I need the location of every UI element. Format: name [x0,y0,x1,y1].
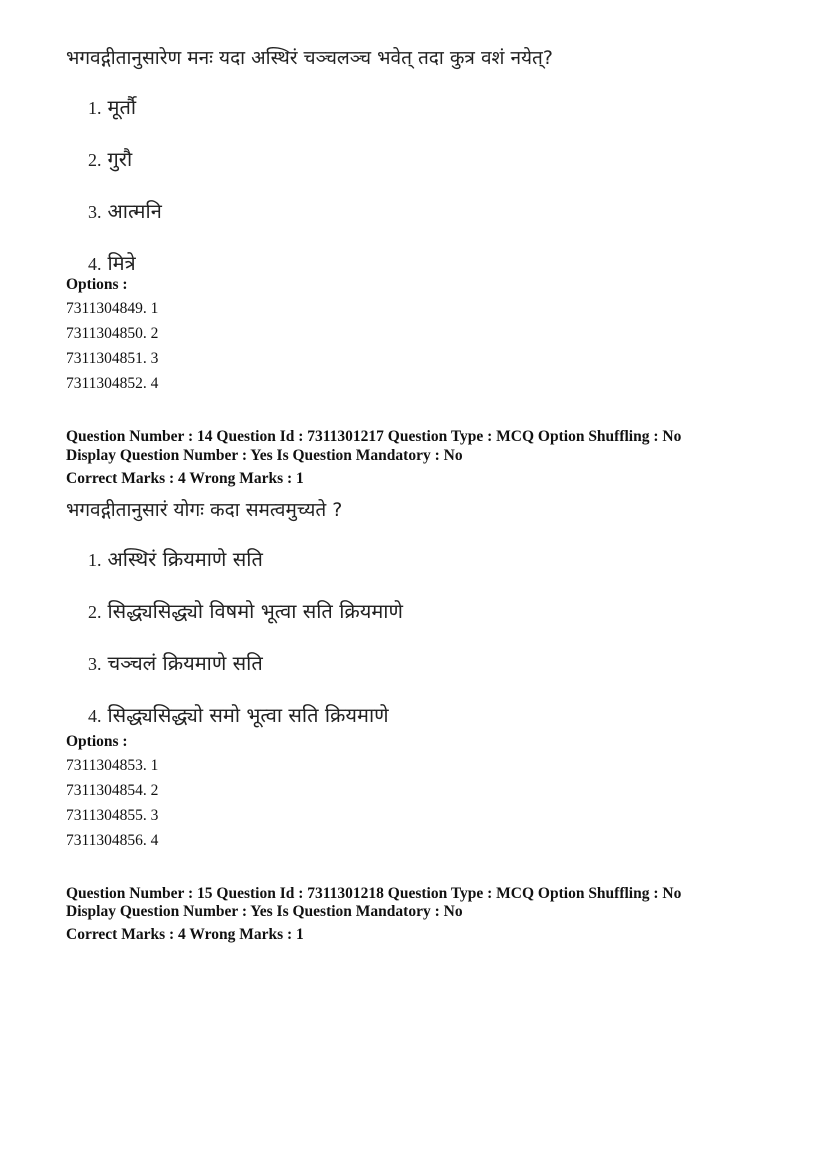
q13-option-id-1: 7311304849. 1 [66,300,159,317]
q15-meta-line-1: Question Number : 15 Question Id : 7311301218 Question Type : MCQ Option Shuffling : No [66,885,682,902]
q13-options-label: Options : [66,276,128,293]
q14-choice-2: 2. सिद्ध्यसिद्ध्यो विषमो भूत्वा सति क्रियमाणे [88,599,403,623]
q13-option-id-3: 7311304851. 3 [66,350,159,367]
q14-options-label: Options : [66,733,128,750]
q14-meta-line-2: Display Question Number : Yes Is Question Mandatory : No [66,447,463,464]
question-14-text: भगवद्गीतानुसारं योगः कदा समत्वमुच्यते ? [66,499,343,521]
q14-choice-1: 1. अस्थिरं क्रियमाणे सति [88,547,263,571]
q13-option-id-2: 7311304850. 2 [66,325,159,342]
q15-meta-line-3: Correct Marks : 4 Wrong Marks : 1 [66,926,304,943]
question-13-text: भगवद्गीतानुसारेण मनः यदा अस्थिरं चञ्चलञ्च भवेत् तदा कुत्र वशं नयेत्? [66,47,553,69]
q13-option-id-4: 7311304852. 4 [66,375,159,392]
q13-choice-4: 4. मित्रे [88,251,136,275]
q14-choice-3: 3. चञ्चलं क्रियमाणे सति [88,651,263,675]
q13-choice-2: 2. गुरौ [88,147,133,171]
q14-option-id-4: 7311304856. 4 [66,832,159,849]
q14-meta-line-3: Correct Marks : 4 Wrong Marks : 1 [66,470,304,487]
q13-choice-1: 1. मूर्तौ [88,95,137,119]
q15-meta-line-2: Display Question Number : Yes Is Question Mandatory : No [66,903,463,920]
q14-option-id-2: 7311304854. 2 [66,782,159,799]
q14-option-id-1: 7311304853. 1 [66,757,159,774]
q14-meta-line-1: Question Number : 14 Question Id : 7311301217 Question Type : MCQ Option Shuffling : No [66,428,682,445]
q14-option-id-3: 7311304855. 3 [66,807,159,824]
q14-choice-4: 4. सिद्ध्यसिद्ध्यो समो भूत्वा सति क्रियमाणे [88,703,389,727]
q13-choice-3: 3. आत्मनि [88,199,162,223]
